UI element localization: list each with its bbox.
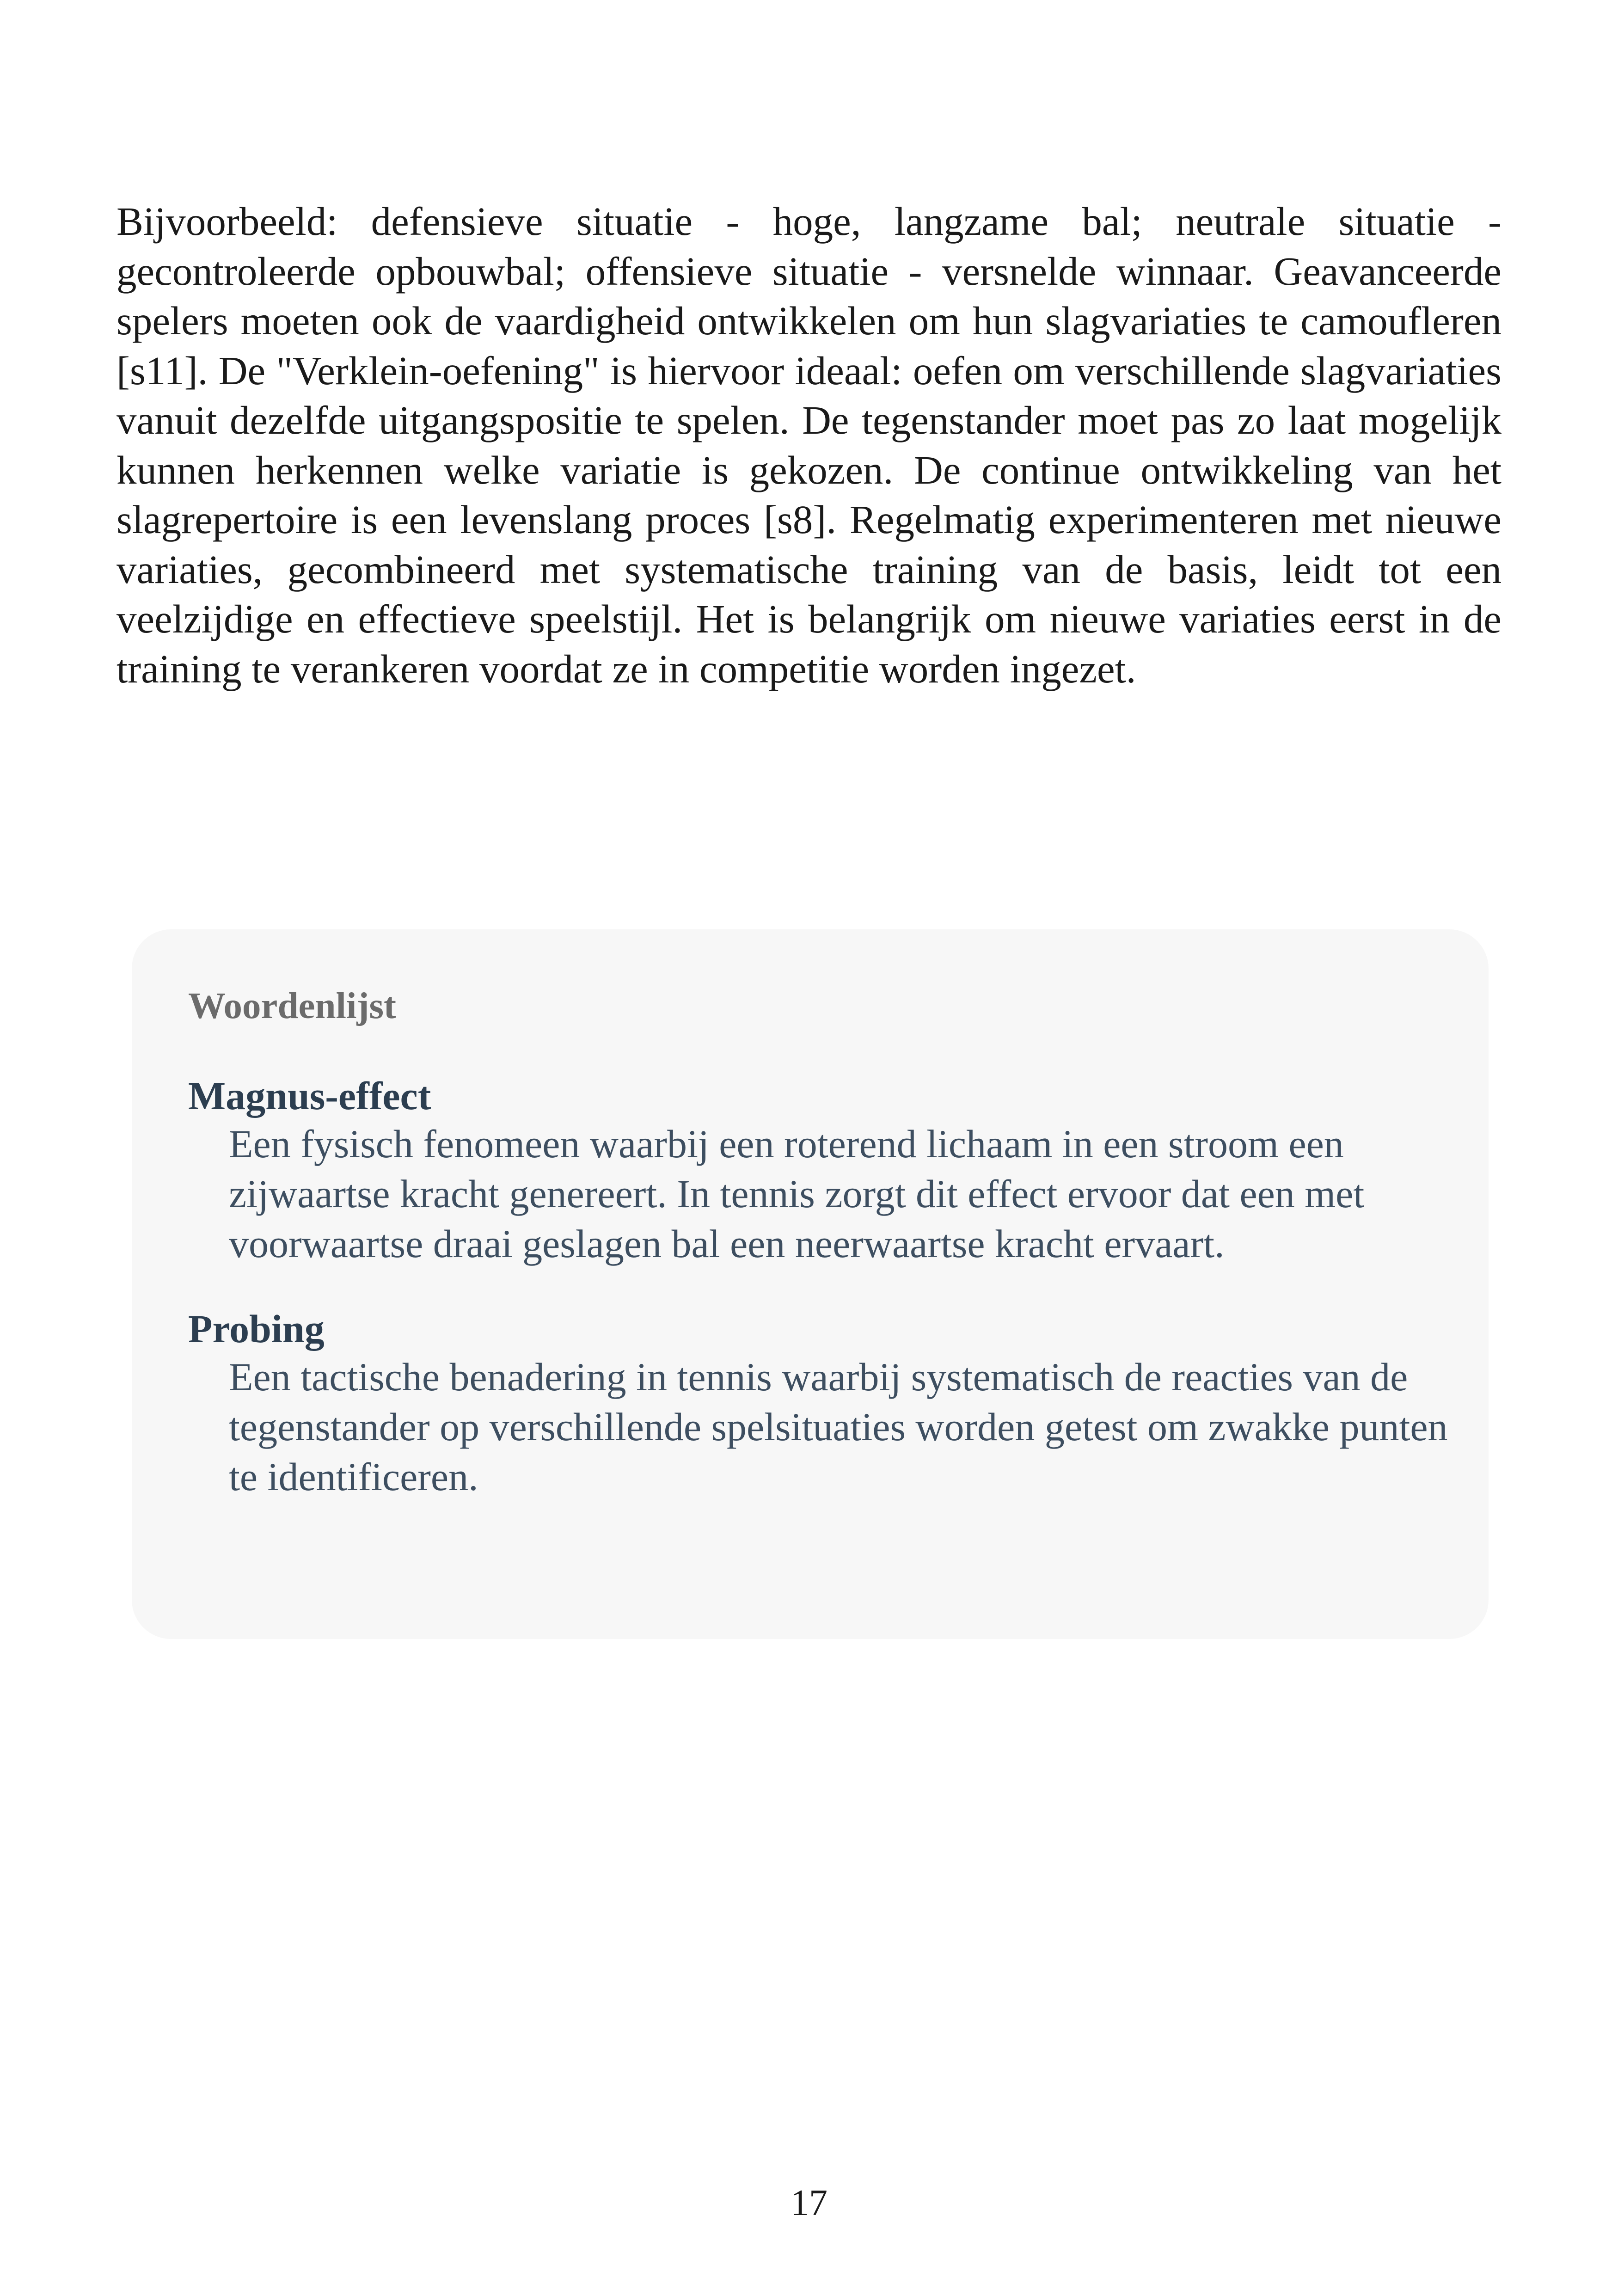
- glossary-term: Magnus-effect: [188, 1074, 431, 1118]
- glossary-box: [132, 929, 1489, 1639]
- glossary-term: Probing: [188, 1307, 325, 1351]
- body-paragraph: Bijvoorbeeld: defensieve situatie - hoge, langzame bal; neutrale situatie - gecontroleerde opbouwbal; offensieve situatie - versnelde winnaar. Geavanceerde spelers moeten ook de vaardigheid ontwikkelen om hun slagvariaties te camoufleren [s11]. De "Verklein-oefening" is hiervoor ideaal: oefen om verschillende slagvariaties vanuit dezelfde uitgangspositie te spelen. De tegenstander moet pas zo laat mogelijk kunnen herkennen welke variatie is gekozen. De continue ontwikkeling van het slagrepertoire is een levenslang proces [s8]. Regelmatig experimenteren met nieuwe variaties, gecombineerd met systematische training van de basis, leidt tot een veelzijdige en effectieve speelstijl. Het is belangrijk om nieuwe variaties eerst in de training te verankeren voordat ze in competitie worden ingezet.: [116, 199, 1502, 691]
- glossary-title: Woordenlijst: [188, 985, 397, 1026]
- glossary-definition: Een fysisch fenomeen waarbij een roterend lichaam in een stroom een zijwaartse kracht genereert. In tennis zorgt dit effect ervoor dat een met voorwaartse draai geslagen bal een neerwaartse kracht ervaart.: [229, 1122, 1365, 1266]
- glossary-definition: Een tactische benadering in tennis waarbij systematisch de reacties van de tegenstander op verschillende spelsituaties worden getest om zwakke punten te identificeren.: [229, 1355, 1448, 1499]
- page-number: 17: [791, 2183, 827, 2223]
